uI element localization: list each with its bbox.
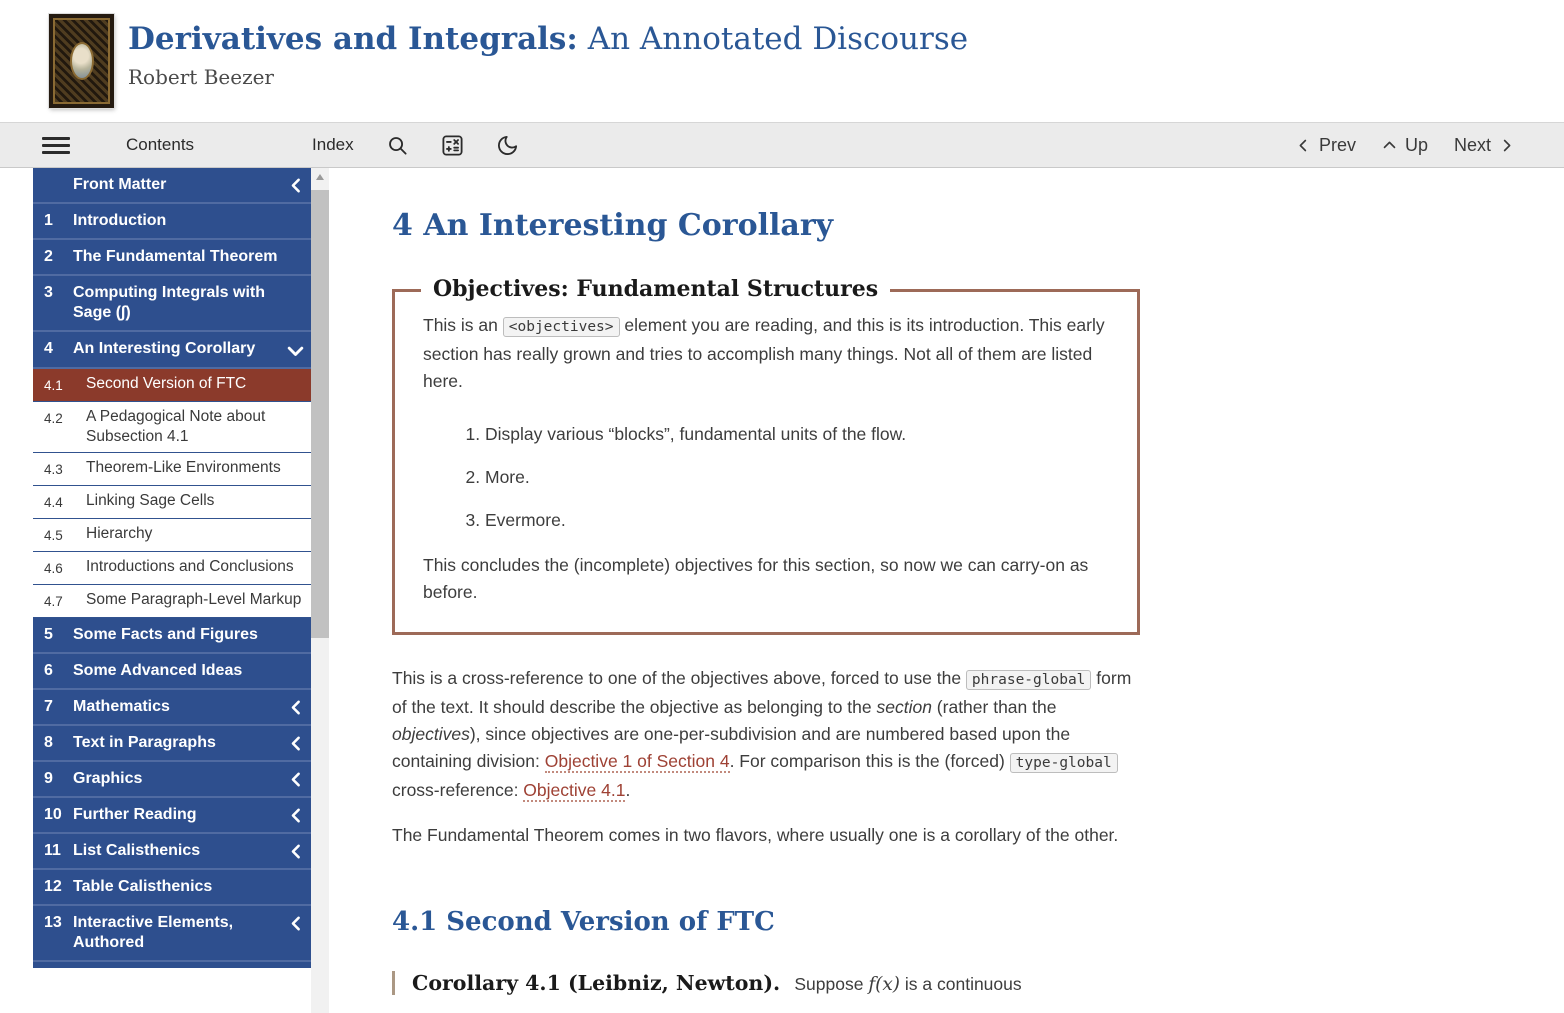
- chevron-left-icon[interactable]: [279, 913, 305, 932]
- sidebar-item-chapter[interactable]: [33, 870, 311, 906]
- objectives-list: [423, 421, 1109, 534]
- page-layout: [0, 168, 1564, 1013]
- inline-code: phrase-global: [966, 670, 1092, 690]
- toc-item-number: 9: [44, 770, 53, 787]
- toc-item-number: 12: [44, 878, 62, 895]
- text: This is an: [423, 315, 503, 335]
- toc-list: [33, 168, 311, 1013]
- scrollbar-thumb[interactable]: [311, 190, 329, 638]
- objectives-intro: [423, 312, 1109, 395]
- chevron-left-icon[interactable]: [279, 841, 305, 860]
- emphasis: section: [876, 697, 932, 717]
- text: . For comparison this is the (forced): [729, 751, 1010, 771]
- corollary-block: [392, 971, 1140, 995]
- toc-item-label: Some Facts and Figures: [73, 626, 258, 643]
- toc-item-label: Linking Sage Cells: [86, 492, 215, 509]
- chevron-down-icon[interactable]: [279, 339, 305, 360]
- toc-item-number: 4.2: [44, 411, 63, 426]
- up-button[interactable]: [1374, 131, 1436, 160]
- toc-item-number: 7: [44, 698, 53, 715]
- sidebar-item-section[interactable]: [33, 486, 311, 519]
- toc-item-label: Some Advanced Ideas: [73, 662, 243, 679]
- navbar: [0, 122, 1564, 168]
- toc-item-label: A Pedagogical Note about Subsection 4.1: [86, 408, 266, 445]
- sidebar-item-chapter[interactable]: [33, 168, 311, 204]
- crossref-paragraph: [392, 665, 1140, 804]
- banner: [0, 0, 1564, 122]
- toc-item-number: 13: [44, 914, 62, 931]
- text: (rather than the: [931, 697, 1057, 717]
- toc-item-number: 4.3: [44, 462, 63, 477]
- sidebar-item-chapter[interactable]: [33, 204, 311, 240]
- list-item: 1. Display various “blocks”, fundamental units of the flow.: [485, 421, 1109, 448]
- toc-item-label: Further Reading: [73, 806, 197, 823]
- sidebar-item-chapter[interactable]: [33, 906, 311, 962]
- sidebar-item-chapter[interactable]: [33, 962, 311, 968]
- sidebar-item-chapter[interactable]: [33, 654, 311, 690]
- sidebar-item-section[interactable]: [33, 402, 311, 453]
- sidebar-item-section[interactable]: [33, 453, 311, 486]
- dark-mode-icon[interactable]: [496, 134, 519, 157]
- text: is a continuous: [900, 974, 1022, 994]
- book-author: Robert Beezer: [128, 64, 274, 89]
- toc-item-number: 4.6: [44, 561, 63, 576]
- objective-crossref-link[interactable]: Objective 4.1: [523, 780, 626, 800]
- toc-item-label: Second Version of FTC: [86, 375, 247, 392]
- scrollbar-up-button[interactable]: [311, 168, 329, 185]
- sidebar-item-chapter[interactable]: [33, 762, 311, 798]
- objectives-outro: This concludes the (incomplete) objectives for this section, so now we can carry-on as before.: [423, 555, 1089, 602]
- toc-item-label: Theorem-Like Environments: [86, 459, 281, 476]
- text: .: [625, 780, 631, 800]
- toc-item-number: 4: [44, 340, 53, 357]
- inline-code: type-global: [1010, 753, 1118, 773]
- search-icon[interactable]: [386, 134, 409, 157]
- toc-item-label: Mathematics: [73, 698, 170, 715]
- chevron-left-icon[interactable]: [279, 805, 305, 824]
- sidebar-item-chapter[interactable]: [33, 726, 311, 762]
- sidebar-item-chapter[interactable]: [33, 618, 311, 654]
- sidebar-item-chapter[interactable]: [33, 332, 311, 369]
- toc-item-number: 2: [44, 248, 53, 265]
- up-label: Up: [1404, 134, 1428, 155]
- text: form of the text. It should describe the objective as belonging to the: [392, 668, 1132, 717]
- toc-item-label: Interactive Elements, Authored: [73, 914, 234, 951]
- list-item: 2. More.: [485, 464, 1109, 491]
- toc-item-number: 1: [44, 212, 53, 229]
- toc-item-label: Table Calisthenics: [73, 878, 213, 895]
- chevron-left-icon[interactable]: [279, 733, 305, 752]
- book-title-main: Derivatives and Integrals:: [128, 21, 578, 57]
- math-expression: f(x): [868, 974, 901, 995]
- title-block: [0, 0, 1564, 89]
- toc-item-label: An Interesting Corollary: [73, 340, 256, 357]
- prev-label: Prev: [1318, 134, 1356, 155]
- sidebar-item-section[interactable]: [33, 369, 311, 402]
- index-button[interactable]: Index: [312, 135, 354, 154]
- toc-item-label: Some Paragraph-Level Markup: [86, 591, 302, 608]
- sidebar-item-chapter[interactable]: [33, 798, 311, 834]
- toc-item-number: 4.5: [44, 528, 63, 543]
- calculator-icon[interactable]: [441, 134, 464, 157]
- text: cross-reference:: [392, 780, 524, 800]
- toc-item-label: List Calisthenics: [73, 842, 201, 859]
- sidebar: [0, 168, 329, 1013]
- toc-item-number: 11: [44, 842, 61, 859]
- toc-item-number: 4.1: [44, 378, 63, 393]
- book-title-subtitle: An Annotated Discourse: [577, 21, 969, 57]
- corollary-title: Corollary 4.1 (Leibniz, Newton).: [412, 971, 781, 995]
- contents-button[interactable]: Contents: [126, 135, 195, 154]
- inline-code: <objectives>: [503, 317, 620, 337]
- section-heading: 4 An Interesting Corollary: [392, 208, 834, 243]
- sidebar-item-section[interactable]: [33, 585, 311, 618]
- toc-item-number: 4.7: [44, 594, 63, 609]
- toc-item-number: 8: [44, 734, 53, 751]
- menu-icon[interactable]: [42, 133, 70, 158]
- text: This is a cross-reference to one of the objectives above, forced to use the: [392, 668, 966, 688]
- toc-item-number: 4.4: [44, 495, 63, 510]
- objectives-block: [392, 276, 1140, 635]
- toc-item-label: Graphics: [73, 770, 143, 787]
- sidebar-item-chapter[interactable]: [33, 690, 311, 726]
- next-button[interactable]: [1446, 131, 1522, 160]
- subsection-heading: 4.1 Second Version of FTC: [392, 907, 775, 937]
- text: [785, 974, 1022, 994]
- objective-crossref-link[interactable]: Objective 1 of Section 4: [544, 751, 730, 771]
- toc-item-number: 3: [44, 284, 53, 301]
- chevron-left-icon[interactable]: [279, 697, 305, 716]
- book-cover-miniature: [70, 42, 94, 80]
- chevron-left-icon[interactable]: [279, 769, 305, 788]
- text: ), since objectives are one-per-subdivision and are numbered based upon the containing division:: [392, 724, 1071, 771]
- book-cover-image[interactable]: [49, 14, 114, 108]
- toc-item-number: 6: [44, 662, 53, 679]
- sidebar-item-chapter[interactable]: [33, 276, 311, 332]
- sidebar-item-chapter[interactable]: [33, 834, 311, 870]
- toc-item-label: Front Matter: [73, 176, 167, 193]
- prev-button[interactable]: [1288, 131, 1364, 160]
- flavors-paragraph: The Fundamental Theorem comes in two flavors, where usually one is a corollary of the other.: [392, 825, 1119, 845]
- next-label: Next: [1453, 134, 1491, 155]
- text: Suppose: [794, 974, 869, 994]
- main-content: [329, 168, 1564, 1013]
- toc-item-number: 5: [44, 626, 53, 643]
- toc-item-label: Text in Paragraphs: [73, 734, 216, 751]
- toc-item-label: Computing Integrals with Sage (∫): [73, 284, 265, 321]
- toc-item-label: Hierarchy: [86, 525, 153, 542]
- emphasis: objectives: [392, 724, 470, 744]
- sidebar-item-section[interactable]: [33, 552, 311, 585]
- toc-item-label: Introduction: [73, 212, 167, 229]
- sidebar-item-chapter[interactable]: [33, 240, 311, 276]
- chevron-left-icon[interactable]: [279, 175, 305, 194]
- book-title[interactable]: [128, 22, 1564, 58]
- navbar-right: [1288, 131, 1522, 160]
- sidebar-item-section[interactable]: [33, 519, 311, 552]
- toc-item-number: 10: [44, 806, 62, 823]
- toc-item-label: The Fundamental Theorem: [73, 248, 278, 265]
- toc-item-label: Introductions and Conclusions: [86, 558, 294, 575]
- list-item: 3. Evermore.: [485, 507, 1109, 534]
- text: element you are reading, and this is its introduction. This early section has really grown and tries to accomplish many things. Not all of them are listed here.: [423, 315, 1105, 391]
- navbar-left: [0, 133, 519, 158]
- sidebar-scrollbar[interactable]: [311, 168, 329, 1013]
- objectives-title: Objectives: Fundamental Structures: [421, 276, 890, 302]
